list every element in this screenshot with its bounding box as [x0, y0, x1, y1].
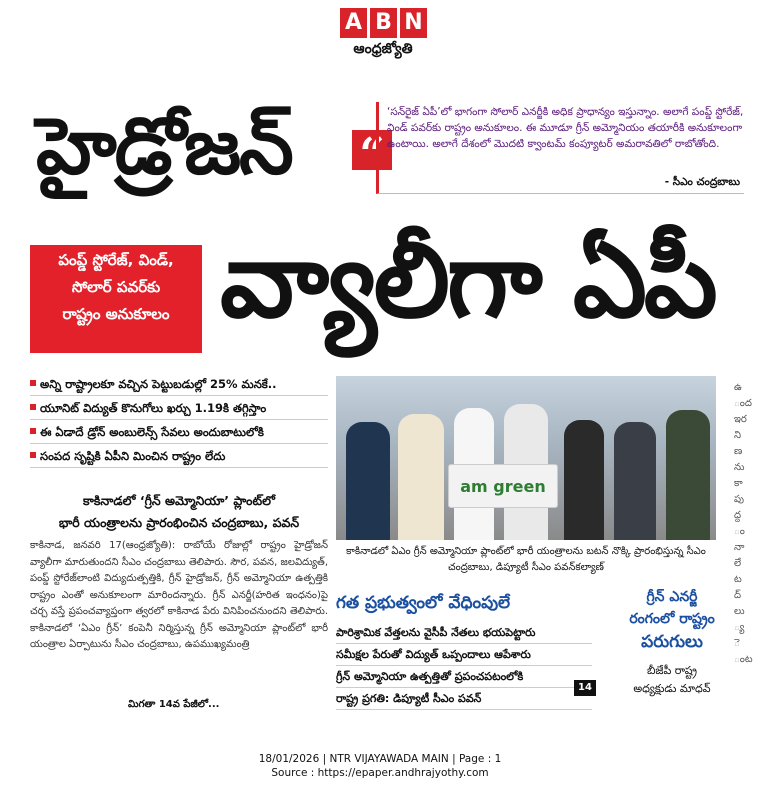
story-line: సమీక్షల పేరుతో విద్యుత్ ఒప్పందాలు ఆపేశారు [336, 644, 592, 666]
story-lines [336, 622, 592, 710]
highlight-line: పంప్డ్ స్టోరేజ్, విండ్, [58, 251, 174, 269]
photo-person [614, 422, 656, 540]
green-story-line: గ్రీన్ ఎనర్జీ [646, 589, 698, 605]
page-ref-badge: 14 [574, 680, 596, 696]
story-line: గ్రీన్ అమ్మోనియా ఉత్పత్తితో ప్రపంచపటంలోకి [336, 666, 592, 688]
highlight-line: రాష్ట్రం అనుకూలం [62, 305, 170, 323]
photo-person [398, 414, 444, 540]
strip-fragment: ఉ [734, 382, 742, 393]
green-story-byline [600, 662, 744, 698]
strip-fragment: ద్ [734, 590, 742, 601]
page-footer [0, 752, 760, 780]
byline-line: అధ్యక్షుడు మాధవ్ [633, 682, 711, 695]
am-green-plaque: am green [448, 464, 558, 508]
article-body: కాకినాడ, జనవరి 17(ఆంధ్రజ్యోతి): రాబోయే రోజుల్లో రాష్ట్రం హైడ్రోజన్ వ్యాలీగా మారుతుందని సీఎం చంద్రబాబు తెలిపారు. సౌర, పవన, జలవిద్యుత్, పంప్డ్ స్టోరేజ్‌లాంటి విద్యుదుత్పత్తికి, గ్రీన్ హైడ్రోజన్, గ్రీన్ అమ్మోనియా ఉత్పత్తికి రాష్ట్రం ఎంతో అనుకూలంగా మారిందన్నారు. గ్రీన్ ఎనర్జీ(హరిత ఇంధనం)పై చర్చ వస్తే ప్రపంచవ్యాప్తంగా త్వరలో కాకినాడ పేరు వినిపించనుందని తెలిపారు. కాకినాడలో ‘ఏఎం గ్రీన్’ కంపెనీ నిర్మిస్తున్న గ్రీన్ అమ్మోనియా ప్లాంట్‌లో భారీ యంత్రాల ఏర్పాటును సీఎం చంద్రబాబు, ఉపముఖ్యమంత్రి [30, 540, 328, 650]
strip-fragment: లే [734, 558, 742, 569]
story-line: రాష్ట్ర ప్రగతి: డిప్యూటీ సీఎం పవన్ [336, 688, 592, 710]
strip-fragment: ్య [734, 622, 745, 633]
strip-fragment: ం [734, 526, 745, 537]
quote-box [376, 102, 744, 194]
sub-headline-line: కాకినాడలో ‘గ్రీన్ అమ్మోనియా’ ప్లాంట్‌లో [82, 493, 276, 508]
footer-edition: 18/01/2026 | NTR VIJAYAWADA MAIN | Page : 1 [258, 753, 502, 765]
bullet-list [30, 372, 328, 468]
byline-line: బీజేపీ రాష్ట్ర [646, 664, 698, 677]
photo-caption: కాకినాడలో ఏఎం గ్రీన్ అమ్మోనియా ప్లాంట్‌లో భారీ యంత్రాలను బటన్ నొక్కి ప్రారంభిస్తున్న సీఎం చంద్రబాబు, డిప్యూటీ సీఎం పవన్‌కల్యాణ్ [346, 546, 706, 573]
headline-line-2: వ్యాలీగా ఏపీ [220, 219, 715, 341]
news-photo [336, 376, 716, 540]
strip-fragment: పు [734, 494, 744, 505]
highlight-box [30, 245, 202, 353]
logo-letter-b: B [370, 8, 397, 38]
photo-person [666, 410, 710, 540]
strip-fragment: లు [734, 606, 745, 617]
strip-fragment: ంద [734, 398, 752, 409]
quote-author: - సీఎం చంద్రబాబు [664, 176, 740, 188]
strip-fragment: ణ [734, 446, 743, 457]
quote-text: ‘సన్‌రైజ్ ఏపీ’లో భాగంగా సోలార్ ఎనర్జీకి అధిక ప్రాధాన్యం ఇస్తున్నాం. అలాగే పంప్డ్ స్టోరేజ్, విండ్ పవర్‌కు రాష్ట్రం అనుకూలం. ఈ మూడూ గ్రీన్ అమ్మోనియం తయారీకి అనుకూలంగా ఉంటాయి. అలాగే దేశంలో మొదటి క్వాంటమ్ కంప్యూటర్ అమరావతిలో రాబోతోంది. [387, 106, 744, 150]
strip-fragment: నా [734, 542, 745, 553]
strip-fragment: ని [734, 430, 742, 441]
headline-line-1: హైడ్రోజన్ [36, 102, 292, 192]
continued-link[interactable]: మిగతా 14వ పేజీలో... [128, 699, 220, 710]
story-title: గత ప్రభుత్వంలో వేధింపులే [336, 593, 511, 613]
strip-fragment: ంట [734, 654, 753, 665]
footer-source-link[interactable]: Source : https://epaper.andhrajyothy.com [271, 767, 489, 779]
newspaper-page [30, 102, 744, 742]
logo-letter-a: A [340, 8, 367, 38]
logo-letter-n: N [400, 8, 427, 38]
abn-logo [336, 8, 430, 66]
green-energy-story [600, 586, 744, 698]
photo-person [564, 420, 604, 540]
green-story-line: రంగంలో రాష్ట్రం [629, 611, 715, 627]
sub-headline [30, 490, 328, 534]
highlight-line: సోలార్ పవర్‌కు [71, 278, 161, 296]
strip-fragment: ట [734, 574, 742, 585]
strip-fragment: ద్ద [734, 510, 742, 521]
adjacent-column-strip [734, 380, 760, 700]
strip-fragment: కా [734, 478, 743, 489]
photo-person [346, 422, 390, 540]
strip-fragment: ఇర [734, 414, 747, 425]
logo-tagline: ఆంధ్రజ్యోతి [353, 41, 413, 57]
story-line: పారిశ్రామిక వేత్తలను వైసీపీ నేతలు భయపెట్టారు [336, 622, 592, 644]
green-story-line: పరుగులు [641, 632, 703, 652]
bullet-item: సంపద సృష్టికి ఏపీని మించిన రాష్ట్రం లేదు [30, 444, 328, 468]
bullet-item: యూనిట్ విద్యుత్ కొనుగోలు ఖర్చు 1.19కి తగ్గిస్తాం [30, 396, 328, 420]
quote-icon: “ [352, 130, 392, 170]
strip-fragment: ను [734, 462, 745, 473]
strip-fragment: ె [734, 638, 740, 649]
bullet-item: అన్ని రాష్ట్రాలకూ వచ్చిన పెట్టుబడుల్లో 25% మనకే.. [30, 372, 328, 396]
bullet-item: ఈ ఏడాదే డ్రోన్ అంబులెన్స్ సేవలు అందుబాటులోకి [30, 420, 328, 444]
sub-headline-line: భారీ యంత్రాలను ప్రారంభించిన చంద్రబాబు, పవన్ [58, 515, 300, 530]
